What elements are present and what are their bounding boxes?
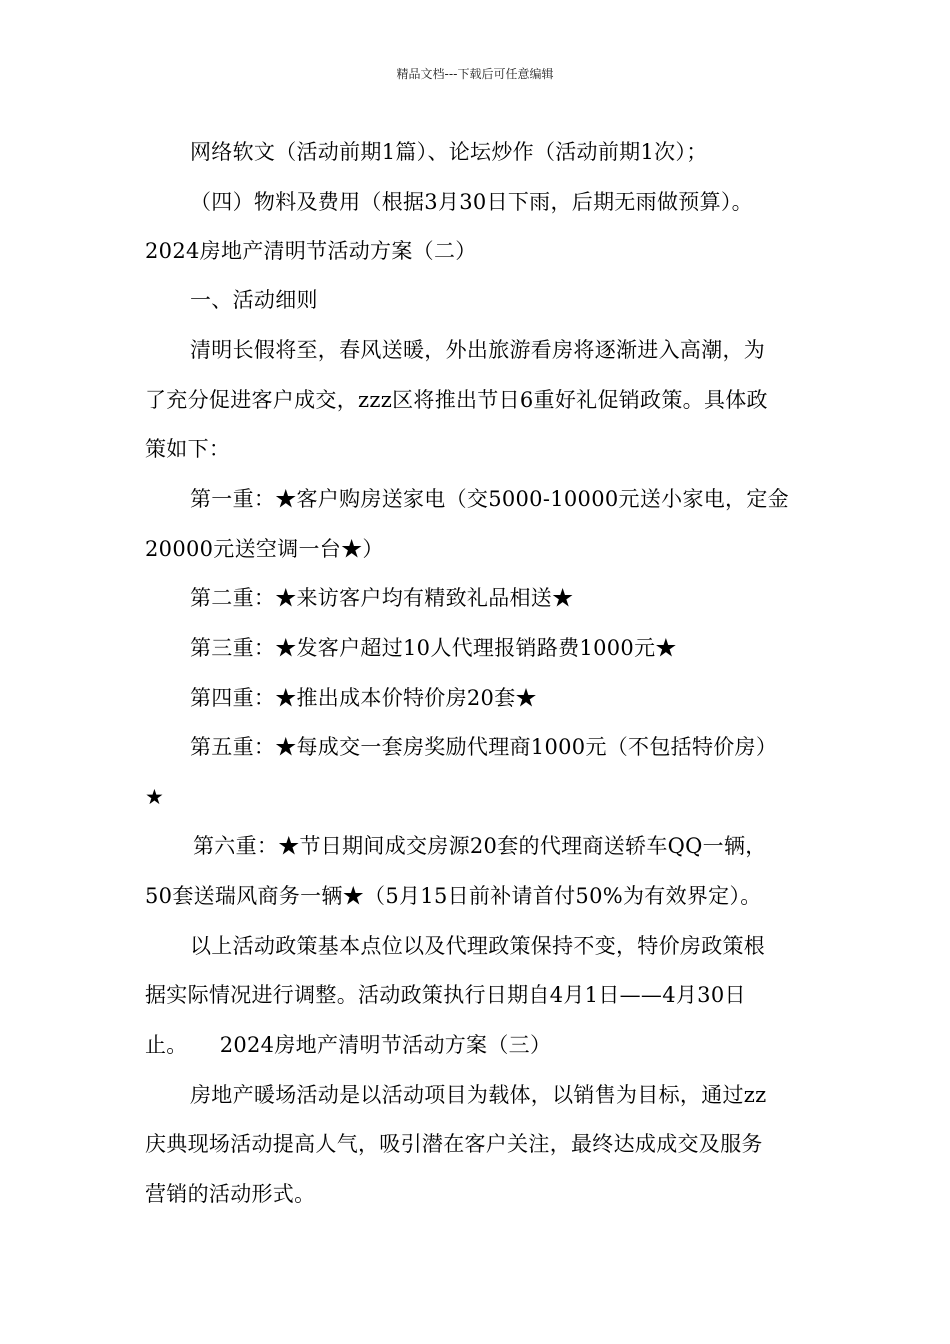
body-line-5: 清明长假将至，春风送暖，外出旅游看房将逐渐进入高潮，为 — [190, 338, 766, 362]
offer-2: 第二重：★来访客户均有精致礼品相送★ — [190, 586, 574, 610]
body-line-22: 营销的活动形式。 — [145, 1182, 316, 1206]
body-line-6: 了充分促进客户成交，zzz区将推出节日6重好礼促销政策。具体政 — [145, 388, 768, 412]
offer-6-line-1: 第六重：★节日期间成交房源20套的代理商送轿车QQ一辆， — [193, 834, 767, 858]
body-line-19-with-section-title-3: 止。 2024房地产清明节活动方案（三） — [145, 1033, 552, 1057]
page-header: 精品文档---下载后可任意编辑 — [396, 67, 554, 81]
body-line-20: 房地产暖场活动是以活动项目为载体，以销售为目标，通过zz — [190, 1083, 767, 1107]
body-line-1: 网络软文（活动前期1篇）、论坛炒作（活动前期1次）； — [190, 140, 708, 164]
offer-1-line-2: 20000元送空调一台★） — [145, 537, 384, 561]
body-line-18: 据实际情况进行调整。活动政策执行日期自4月1日——4月30日 — [145, 983, 746, 1007]
offer-1-line-1: 第一重：★客户购房送家电（交5000-10000元送小家电，定金 — [190, 487, 789, 511]
offer-6-line-2: 50套送瑞风商务一辆★（5月15日前补请首付50%为有效界定）。 — [145, 884, 762, 908]
offer-5-line-2: ★ — [145, 785, 165, 809]
offer-5-line-1: 第五重：★每成交一套房奖励代理商1000元（不包括特价房） — [190, 735, 778, 759]
body-line-21: 庆典现场活动提高人气，吸引潜在客户关注，最终达成成交及服务 — [145, 1132, 763, 1156]
offer-3: 第三重：★发客户超过10人代理报销路费1000元★ — [190, 636, 677, 660]
body-line-2: （四）物料及费用（根据3月30日下雨，后期无雨做预算）。 — [190, 190, 753, 214]
body-line-17: 以上活动政策基本点位以及代理政策保持不变，特价房政策根 — [190, 934, 766, 958]
offer-4: 第四重：★推出成本价特价房20套★ — [190, 686, 537, 710]
section-title-2: 2024房地产清明节活动方案（二） — [145, 239, 477, 263]
body-line-7: 策如下： — [145, 437, 231, 461]
subheading-activity-rules: 一、活动细则 — [190, 288, 318, 312]
